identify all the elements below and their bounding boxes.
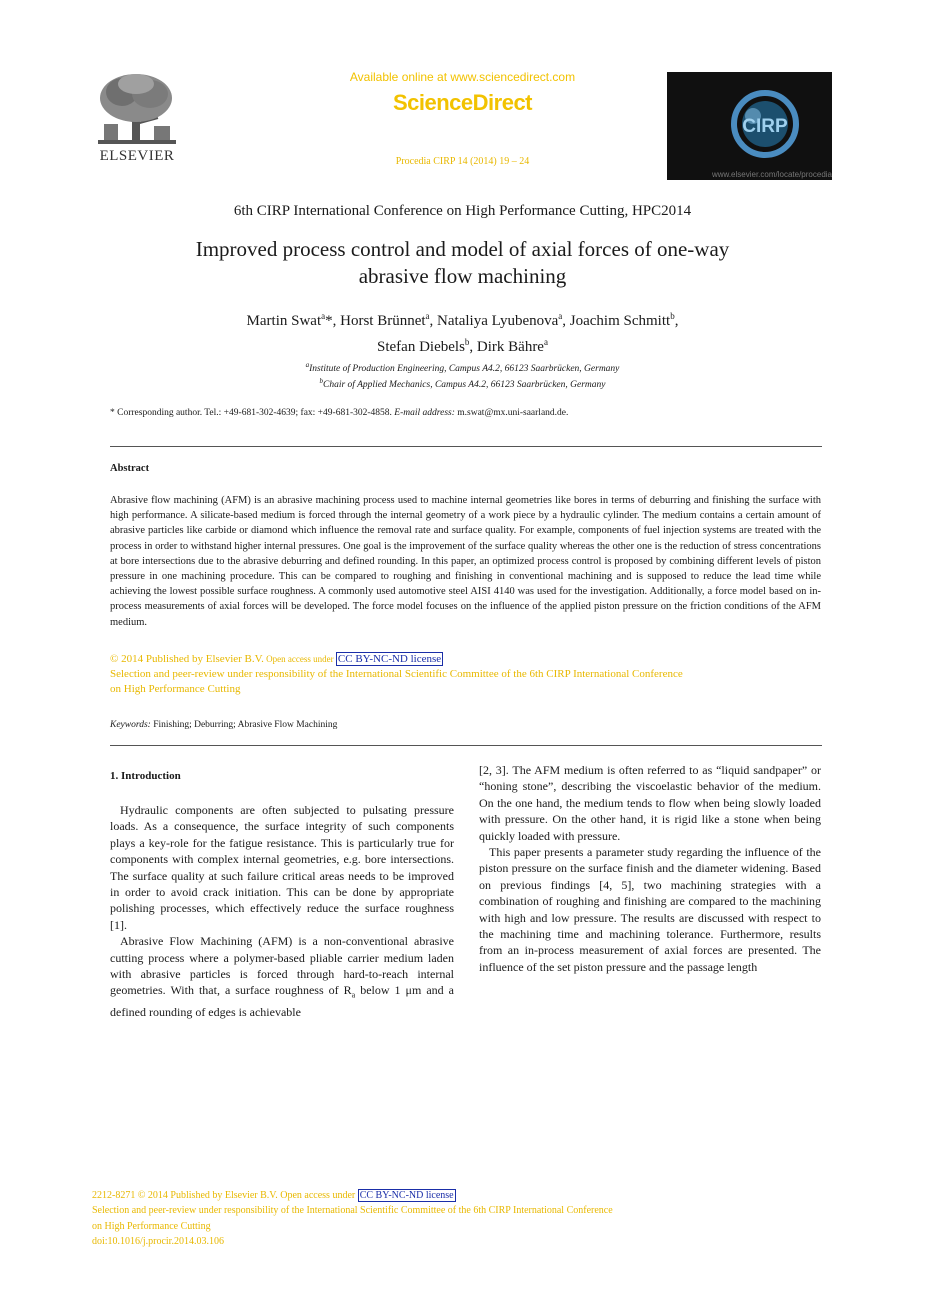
cirp-logo-icon [667,72,832,168]
footer-line-3: on High Performance Cutting [92,1220,211,1232]
author-separator: , [562,313,570,329]
footer-issn: 2212-8271 © 2014 Published by Elsevier B.V. [92,1190,278,1201]
abstract-body: Abrasive flow machining (AFM) is an abrasive machining process used to machine internal geometries like bores in terms of deburring and finishing the surface with high performance. A silicate-based medium is forced through the internal geometry of a work piece by a hydraulic cylinder. The medium contains a certain amount of abrasive particles like carbide or diamond which influence the removal rate and surface quality. For example, components of fuel injection systems are treated with the process in order to withstand higher internal pressures. One goal is the improvement of the surface quality whereas the other one is the reduction of stress concentrations at bore intersections due to the abrasive deburring and defined rounding. In this paper, an optimized process control is proposed by combining different levels of piston pressure in one machining procedure. This can be compared to roughing and finishing in conventional machining and is supposed to reduce the lead time while achieving the lowest possible surface roughness. A commonly used automotive steel AISI 4140 was used for the investigation. Additionally, a force model based on in-process measurements of axial forces will be developed. The force model focuses on the influence of the applied piston pressure on the friction conditions of the AFM medium. [110,495,821,628]
email-address[interactable]: m.swat@mx.uni-saarland.de. [454,408,569,418]
author-affil-mark: a [543,337,548,347]
author-name: Stefan Diebels [377,339,465,355]
author-name: Nataliya Lyubenova [437,313,559,329]
paragraph [110,933,454,1020]
email-label: E-mail address: [394,408,455,418]
cirp-logo-text: CIRP [742,116,788,137]
corresponding-author [110,408,830,418]
affiliation-text: Institute of Production Engineering, Campus A4.2, 66123 Saarbrücken, Germany [309,364,620,375]
section-heading: 1. Introduction [110,770,181,782]
keywords-text: Finishing; Deburring; Abrasive Flow Machining [150,720,338,730]
author-line-1 [100,306,825,332]
cirp-url[interactable]: www.elsevier.com/locate/procedia [711,170,832,179]
title-line-2: abrasive flow machining [358,264,567,288]
publisher-name: ELSEVIER [99,148,175,164]
left-column [110,802,454,1021]
affiliation-b [100,375,825,391]
author-affil-mark: a [321,311,326,321]
available-online-notice[interactable]: Available online at www.sciencedirect.com [349,70,576,84]
author-affil-mark: a [558,311,563,321]
author-separator: , [429,313,438,329]
copyright-text: © 2014 Published by Elsevier B.V. [110,653,264,665]
page-footer [92,1188,832,1250]
footer-line-2: Selection and peer-review under responsibility of the International Scientific Committee of the 6th CIRP International Conference [92,1205,613,1217]
title-line-1: Improved process control and model of axial forces of one-way [195,237,730,261]
corresponding-contact: * Corresponding author. Tel.: +49-681-302-4639; fax: +49-681-302-4858. [110,408,395,418]
author-affil-mark: a [425,311,430,321]
keywords [110,720,337,730]
affiliation-mark: b [319,377,323,386]
author-line-2 [100,332,825,358]
copyright-line-3: on High Performance Cutting [110,683,241,695]
copyright-line-1 [110,652,821,667]
author-affil-mark: b [464,337,470,347]
affiliations [100,359,825,391]
sciencedirect-logo[interactable]: ScienceDirect [392,90,533,115]
author-name: Martin Swat [246,313,322,329]
conference-name: 6th CIRP International Conference on High Performance Cutting, HPC2014 [233,203,692,219]
affiliation-text: Chair of Applied Mechanics, Campus A4.2, 66123 Saarbrücken, Germany [322,380,606,391]
author-list [100,306,825,358]
affiliation-a [100,359,825,375]
license-link[interactable]: CC BY-NC-ND license [359,1190,454,1201]
paragraph-text: Abrasive Flow Machining (AFM) is a non-conventional abrasive cutting process where a polymer-based pliable carrier medium laden with abrasive particles is forced through hard-to-reach internal geometries. With that, a surface roughness of R [110,934,454,998]
right-column [479,762,821,975]
footer-line-1 [92,1188,832,1203]
author-separator: *, [325,313,341,329]
license-link[interactable]: CC BY-NC-ND license [337,653,442,665]
author-name: Dirk Bähre [476,339,544,355]
paragraph: This paper presents a parameter study regarding the influence of the piston pressure on the surface finish and the diameter widening. Based on previous findings [4, 5], two machining strategies with a combination of roughing and finishing are compared to the machining with high and low pressure. The results are discussed with respect to the machining time and machining tolerance. Furthermore, results from an in-process measurement of axial forces are presented. The influence of the set piston pressure and the passage length [479,845,821,974]
abstract-copyright [110,652,821,697]
open-access-text: Open access under [277,1190,358,1201]
open-access-text: Open access under [263,654,336,664]
author-affil-mark: b [670,311,675,321]
author-separator: , [674,313,679,329]
doi-link[interactable]: doi:10.1016/j.procir.2014.03.106 [92,1236,224,1248]
abstract-heading: Abstract [110,463,150,474]
paragraph: [2, 3]. The AFM medium is often referred to as “liquid sandpaper” or “honing stone”, describing the viscoelastic behavior of the medium. On the one hand, the medium tends to flow when being slowly loaded with pressure. On the other hand, it is rigid like a stone when being quickly loaded with pressure. [479,763,821,843]
author-name: Horst Brünnet [340,313,426,329]
paper-title [100,236,825,290]
divider [110,745,822,746]
subscript: a [351,990,356,1000]
elsevier-logo [92,72,182,164]
paragraph-text: below 1 μm and a defined rounding of edges is achievable [110,983,454,1020]
keywords-label: Keywords: [110,720,151,730]
copyright-line-2: Selection and peer-review under responsibility of the International Scientific Committee of the 6th CIRP International Conference [110,668,683,680]
author-separator: , [469,339,477,355]
paragraph: Hydraulic components are often subjected to pulsating pressure loads. As a consequence, the surface integrity of such components plays a key-role for the fatigue resistance. This is particularly true for components with complex internal geometries, e.g. bore intersections. The surface quality at such failure critical areas needs to be improved in order to avoid crack initiation. This can be done by appropriate polishing processes, which effectively reduce the surface roughness [1]. [110,803,454,932]
affiliation-mark: a [305,361,310,369]
author-name: Joachim Schmitt [569,313,671,329]
divider [110,446,822,447]
journal-reference: Procedia CIRP 14 (2014) 19 – 24 [395,156,530,167]
cirp-journal-cover [667,72,832,180]
